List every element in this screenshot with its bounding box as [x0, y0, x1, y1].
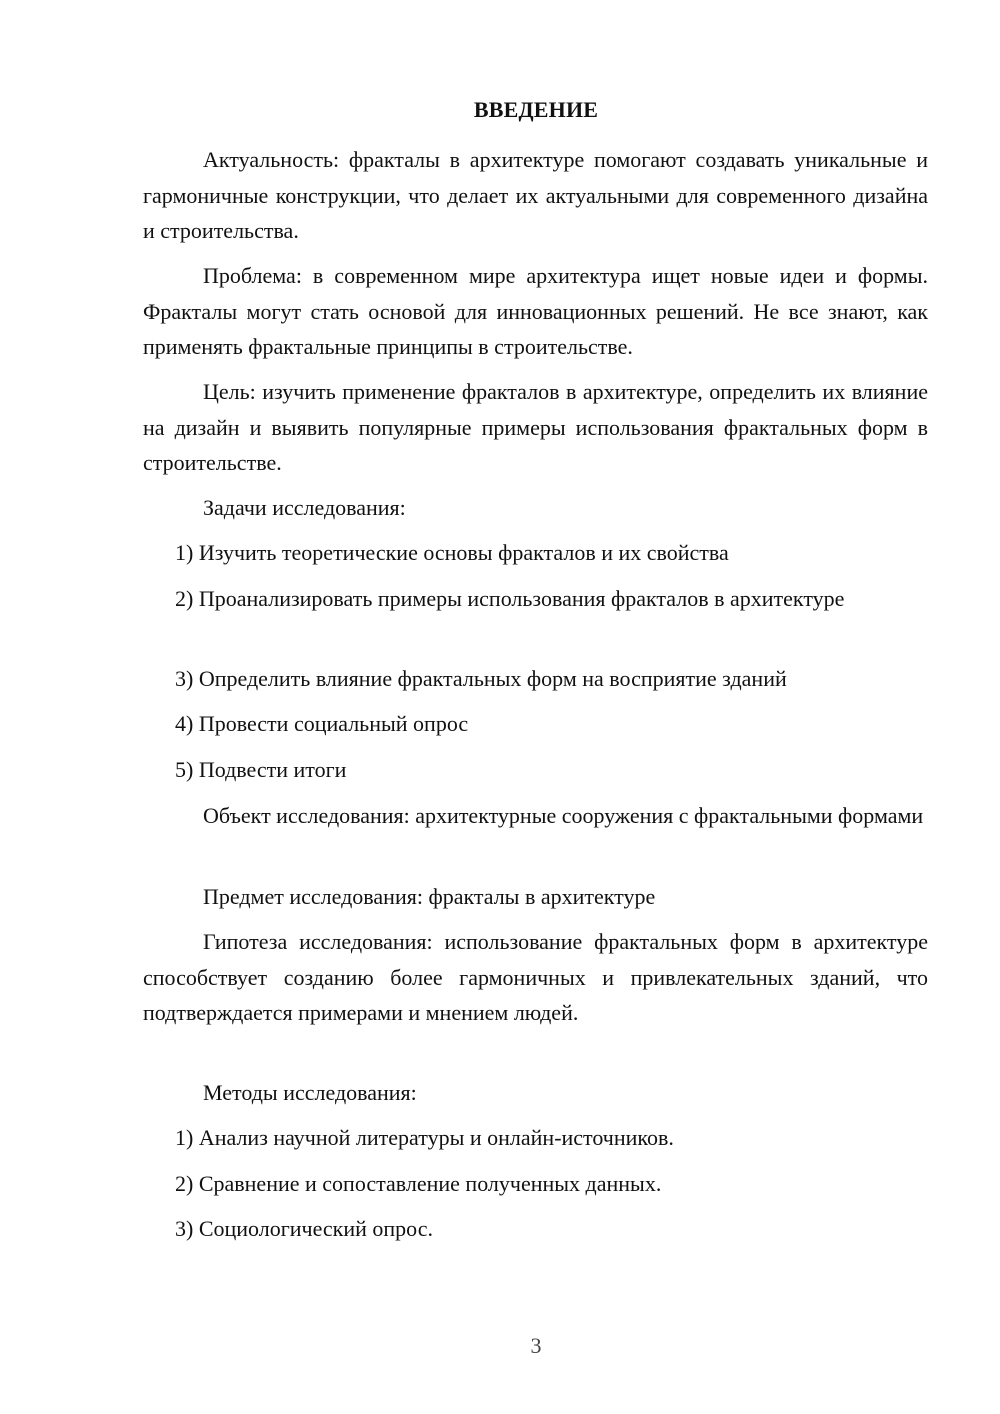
list-item: 4) Провести социальный опрос: [175, 711, 469, 736]
relevance-paragraph: Актуальность: фракталы в архитектуре помогают создавать уникальные и гармоничные конструкции, что делает их актуальными для современного дизайна и строительства.: [143, 147, 928, 243]
problem-paragraph: Проблема: в современном мире архитектура ищет новые идеи и формы. Фракталы могут стать основой для инновационных решений. Не все знают, как применять фрактальные принципы в строительстве.: [143, 263, 928, 359]
list-item: 2) Сравнение и сопоставление полученных данных.: [175, 1171, 662, 1196]
object-paragraph: Объект исследования: архитектурные сооружения с фрактальными формами: [203, 803, 924, 828]
list-item: 3) Определить влияние фрактальных форм на восприятие зданий: [175, 666, 787, 691]
list-item: 5) Подвести итоги: [175, 757, 347, 782]
goal-paragraph: Цель: изучить применение фракталов в архитектуре, определить их влияние на дизайн и выявить популярные примеры использования фрактальных форм в строительстве.: [143, 379, 928, 475]
subject-paragraph: Предмет исследования: фракталы в архитектуре: [203, 884, 656, 909]
list-item: 1) Изучить теоретические основы фракталов и их свойства: [175, 540, 729, 565]
list-item: 3) Социологический опрос.: [175, 1216, 433, 1241]
tasks-heading: Задачи исследования:: [203, 495, 406, 520]
list-item: 1) Анализ научной литературы и онлайн-источников.: [175, 1125, 674, 1150]
list-item: 2) Проанализировать примеры использования фракталов в архитектуре: [175, 586, 845, 611]
page-number: 3: [530, 1333, 542, 1358]
hypothesis-paragraph: Гипотеза исследования: использование фрактальных форм в архитектуре способствует созданию более гармоничных и привлекательных зданий, что подтверждается примерами и мнением людей.: [143, 929, 928, 1025]
page-title: ВВЕДЕНИЕ: [473, 97, 599, 122]
methods-heading: Методы исследования:: [203, 1080, 417, 1105]
